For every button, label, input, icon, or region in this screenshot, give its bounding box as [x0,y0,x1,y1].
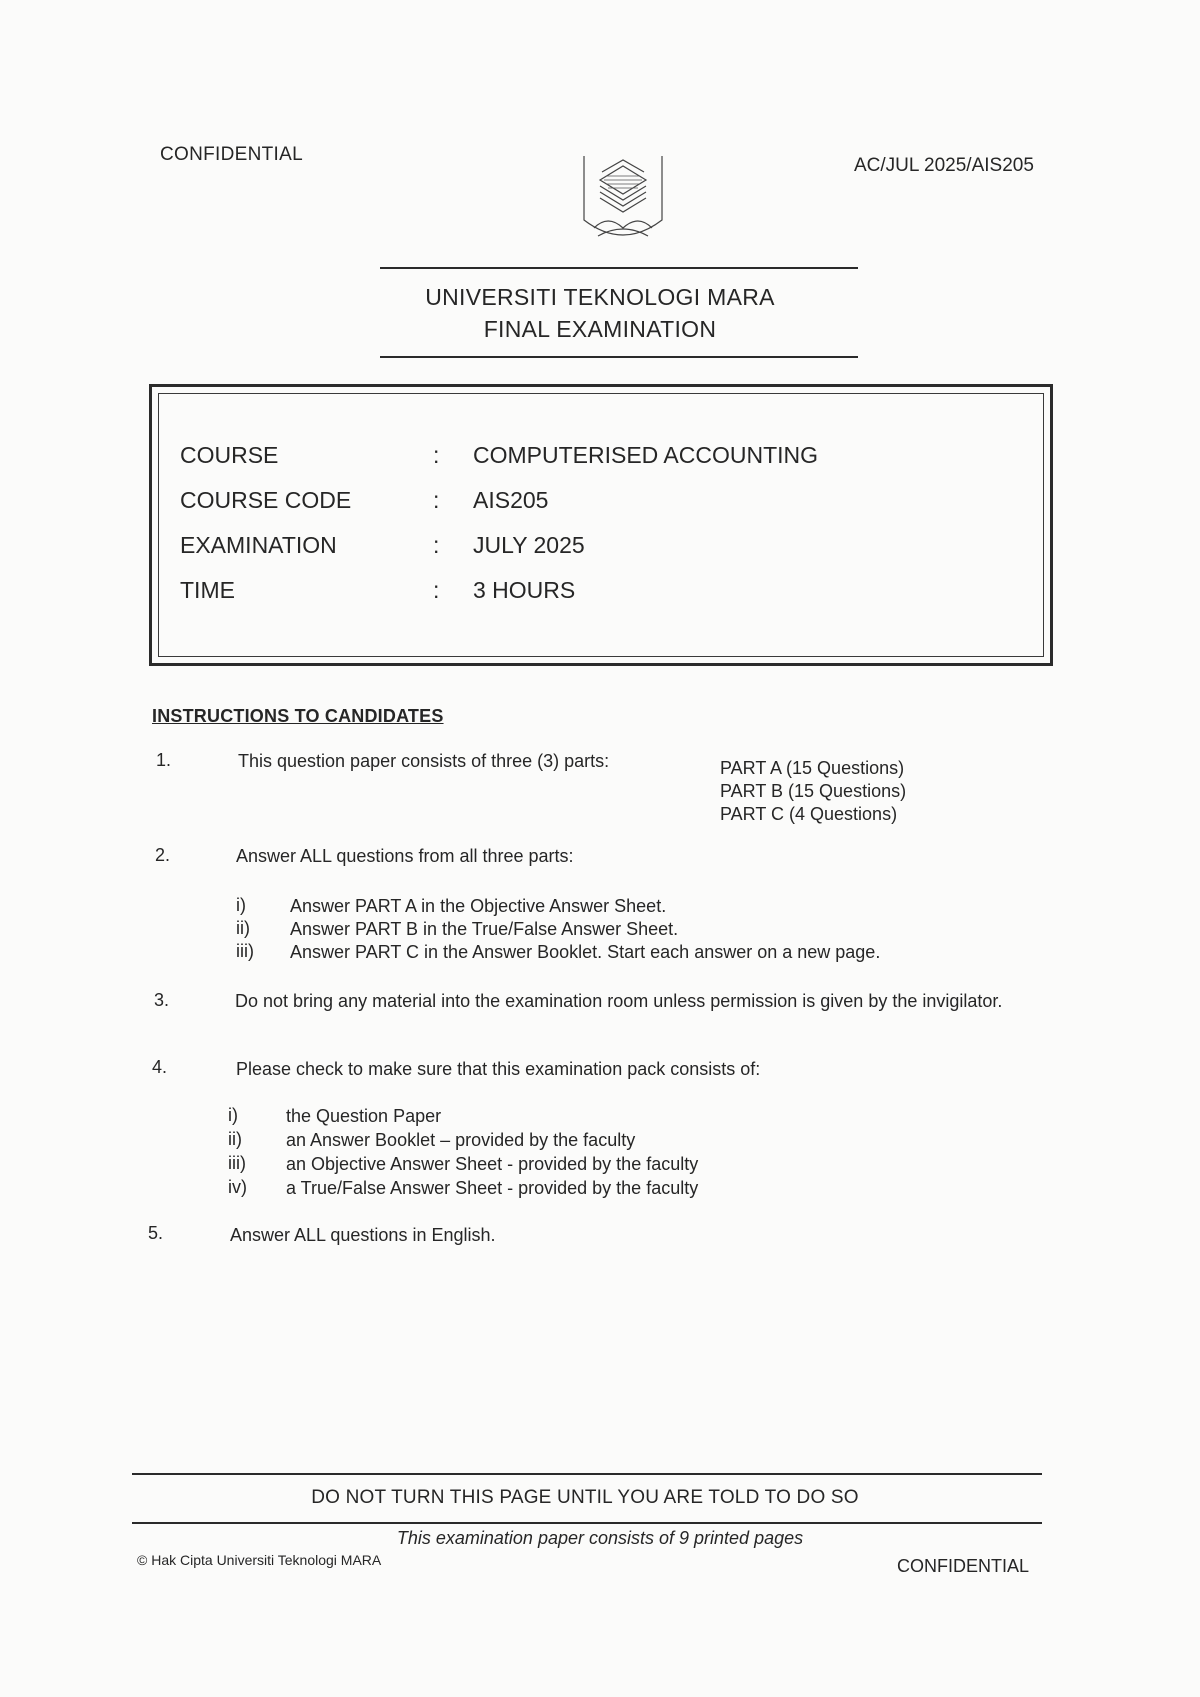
instruction-2-text: Answer ALL questions from all three parts: [236,846,574,866]
part-c-count: PART C (4 Questions) [720,804,898,824]
course-colon: : [433,442,440,468]
instruction-2-sub-2-roman: ii) [236,918,250,938]
paper-reference-code: AC/JUL 2025/AIS205 [854,155,1034,176]
instruction-4-text: Please check to make sure that this examination pack consists of: [236,1059,761,1079]
instruction-4-sub-1-text: the Question Paper [286,1106,442,1126]
copyright-notice: © Hak Cipta Universiti Teknologi MARA [137,1552,382,1568]
instruction-4-sub-3-text: an Objective Answer Sheet - provided by the faculty [286,1154,699,1174]
course-code-label: COURSE CODE [180,487,352,513]
instruction-2-sub-3-text: Answer PART C in the Answer Booklet. Start each answer on a new page. [290,942,881,962]
course-code-value: AIS205 [473,487,549,513]
footer-top-rule [132,1473,1042,1475]
time-value: 3 HOURS [473,577,576,603]
instruction-2-number: 2. [155,845,171,865]
instruction-3-number: 3. [154,990,170,1010]
instruction-3-text: Do not bring any material into the examination room unless permission is given by the invigilator. [235,991,1003,1011]
instruction-2-sub-1-text: Answer PART A in the Objective Answer Sheet. [290,896,667,916]
instruction-5-number: 5. [148,1223,164,1243]
confidential-label-bottom: CONFIDENTIAL [897,1556,1030,1576]
examination-label: EXAMINATION [180,532,337,558]
examination-colon: : [433,532,440,558]
time-label: TIME [180,577,235,603]
instruction-4-sub-4-roman: iv) [228,1177,247,1197]
title-top-rule [380,267,858,269]
confidential-label-top: CONFIDENTIAL [160,144,303,165]
instruction-4-number: 4. [152,1057,168,1077]
do-not-turn-warning: DO NOT TURN THIS PAGE UNTIL YOU ARE TOLD TO DO SO [311,1487,859,1508]
instruction-2-sub-3-roman: iii) [236,941,254,961]
instruction-4-sub-3-roman: iii) [228,1153,246,1173]
course-info-box-inner-border [158,393,1044,657]
course-label: COURSE [180,442,279,468]
instruction-2-sub-1-roman: i) [236,895,246,915]
part-a-count: PART A (15 Questions) [720,758,905,778]
page-count-note: This examination paper consists of 9 printed pages [396,1528,804,1548]
university-crest-logo [580,150,666,252]
time-colon: : [433,577,440,603]
title-bottom-rule [380,356,858,358]
instructions-heading: INSTRUCTIONS TO CANDIDATES [152,706,444,726]
exam-title: FINAL EXAMINATION [483,316,717,342]
instruction-4-sub-2-roman: ii) [228,1129,242,1149]
instruction-4-sub-2-text: an Answer Booklet – provided by the faculty [286,1130,636,1150]
course-code-colon: : [433,487,440,513]
university-name: UNIVERSITI TEKNOLOGI MARA [425,284,775,310]
footer-bottom-rule [132,1522,1042,1524]
instruction-1-text: This question paper consists of three (3) parts: [238,751,610,771]
course-value: COMPUTERISED ACCOUNTING [473,442,819,468]
instruction-4-sub-4-text: a True/False Answer Sheet - provided by the faculty [286,1178,699,1198]
examination-value: JULY 2025 [473,532,585,558]
part-b-count: PART B (15 Questions) [720,781,907,801]
instruction-1-number: 1. [156,750,172,770]
course-info-box [149,384,1053,666]
instruction-4-sub-1-roman: i) [228,1105,238,1125]
instruction-5-text: Answer ALL questions in English. [230,1225,496,1245]
instruction-2-sub-2-text: Answer PART B in the True/False Answer Sheet. [290,919,679,939]
